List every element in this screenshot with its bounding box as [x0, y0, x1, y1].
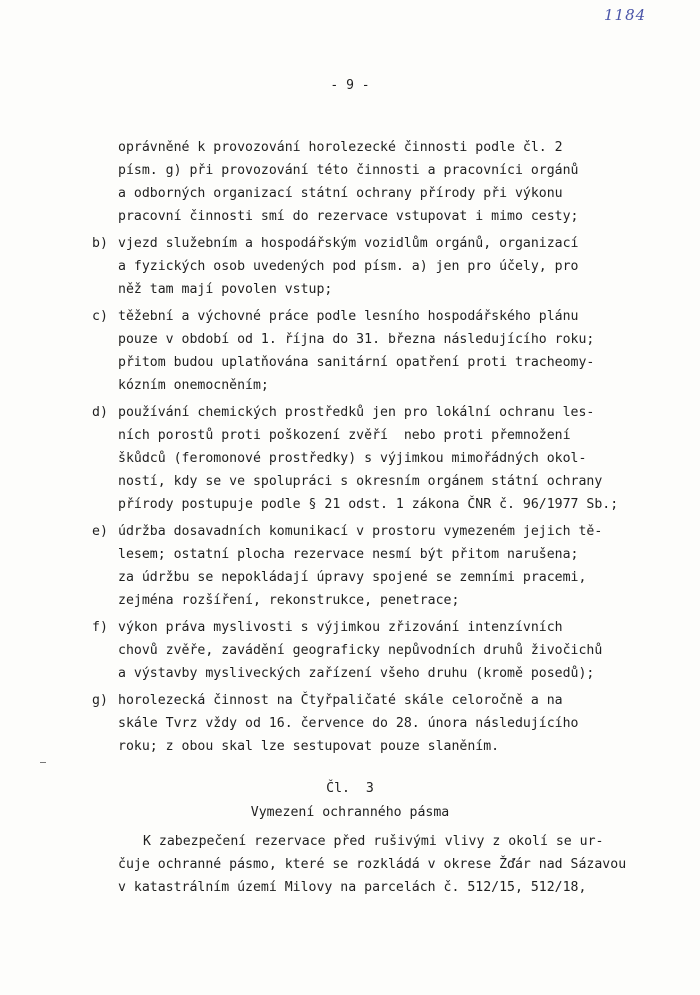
- item-d-line: ních porostů proti poškození zvěří nebo proti přemnožení: [118, 428, 571, 443]
- section-body-line: K zabezpečení rezervace před rušivými vlivy z okolí se ur-: [143, 834, 604, 849]
- section-body-line: čuje ochranné pásmo, které se rozkládá v okrese Žďár nad Sázavou: [118, 857, 627, 872]
- section-number: Čl. 3: [326, 781, 374, 796]
- item-a-line: pracovní činnosti smí do rezervace vstupovat i mimo cesty;: [118, 209, 579, 224]
- item-e-label: e): [92, 524, 108, 539]
- item-e-line: za údržbu se nepokládají úpravy spojené se zemními pracemi,: [118, 570, 587, 585]
- item-a-line: a odborných organizací státní ochrany přírody při výkonu: [118, 186, 563, 201]
- item-g-line: skále Tvrz vždy od 16. července do 28. února následujícího: [118, 716, 579, 731]
- item-g-line: horolezecká činnost na Čtyřpaličaté skále celoročně a na: [118, 693, 563, 708]
- page-number: - 9 -: [330, 78, 370, 93]
- item-a-line: oprávněné k provozování horolezecké činnosti podle čl. 2: [118, 140, 563, 155]
- item-f-line: výkon práva myslivosti s výjimkou zřizování intenzívních: [118, 620, 563, 635]
- handwritten-page-note: 1184: [604, 6, 647, 24]
- item-b-line: a fyzických osob uvedených pod písm. a) jen pro účely, pro: [118, 259, 579, 274]
- item-c-line: přitom budou uplatňována sanitární opatření proti tracheomy-: [118, 355, 595, 370]
- item-d-line: škůdců (feromonové prostředky) s výjimkou mimořádných okol-: [118, 451, 587, 466]
- item-c-line: těžební a výchovné práce podle lesního hospodářského plánu: [118, 309, 579, 324]
- margin-mark: [40, 762, 46, 763]
- item-f-label: f): [92, 620, 108, 635]
- section-body-line: v katastrálním území Milovy na parcelách č. 512/15, 512/18,: [118, 880, 587, 895]
- item-c-label: c): [92, 309, 108, 324]
- item-f-line: a výstavby mysliveckých zařízení všeho druhu (kromě posedů);: [118, 666, 595, 681]
- item-b-label: b): [92, 236, 108, 251]
- item-c-line: pouze v období od 1. října do 31. března následujícího roku;: [118, 332, 595, 347]
- item-e-line: lesem; ostatní plocha rezervace nesmí být přitom narušena;: [118, 547, 579, 562]
- item-c-line: kózním onemocněním;: [118, 378, 269, 393]
- item-b-line: něž tam mají povolen vstup;: [118, 282, 333, 297]
- item-e-line: údržba dosavadních komunikací v prostoru vymezeném jejich tě-: [118, 524, 603, 539]
- item-a-line: písm. g) při provozování této činnosti a pracovníci orgánů: [118, 163, 579, 178]
- item-d-line: ností, kdy se ve spolupráci s okresním orgánem státní ochrany: [118, 474, 603, 489]
- item-d-label: d): [92, 405, 108, 420]
- item-d-line: přírody postupuje podle § 21 odst. 1 zákona ČNR č. 96/1977 Sb.;: [118, 497, 619, 512]
- item-e-line: zejména rozšíření, rekonstrukce, penetrace;: [118, 593, 460, 608]
- item-g-label: g): [92, 693, 108, 708]
- item-g-line: roku; z obou skal lze sestupovat pouze slaněním.: [118, 739, 500, 754]
- item-f-line: chovů zvěře, zavádění geograficky nepůvodních druhů živočichů: [118, 643, 603, 658]
- item-d-line: používání chemických prostředků jen pro lokální ochranu les-: [118, 405, 595, 420]
- section-title: Vymezení ochranného pásma: [250, 805, 450, 820]
- item-b-line: vjezd služebním a hospodářským vozidlům orgánů, organizací: [118, 236, 579, 251]
